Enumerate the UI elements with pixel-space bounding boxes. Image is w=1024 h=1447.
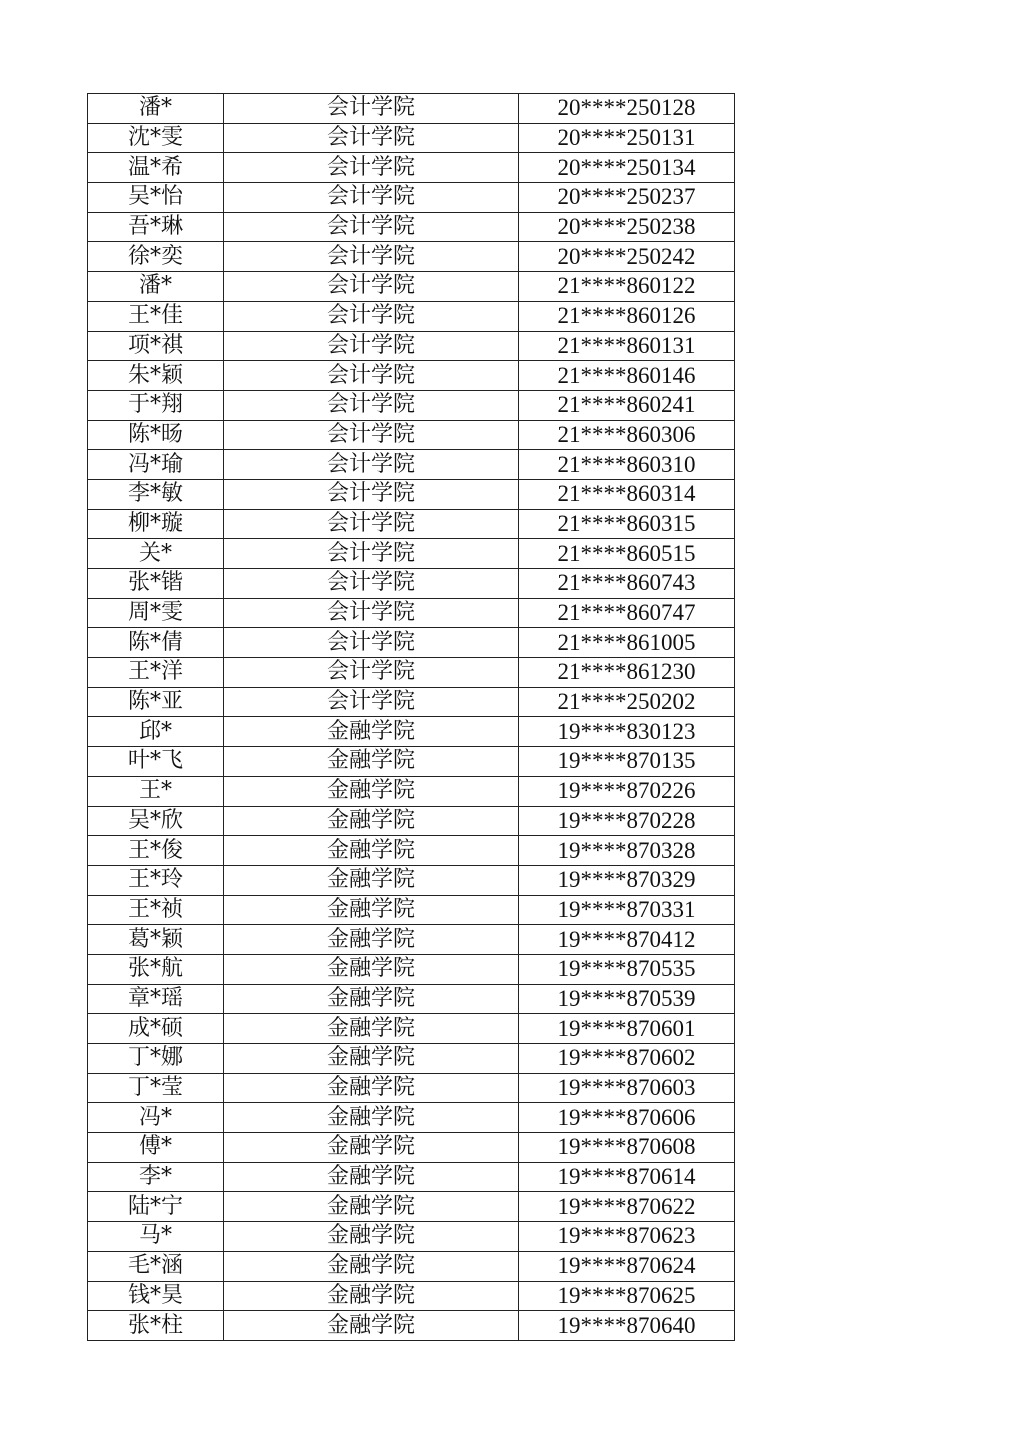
student-roster-table <box>87 93 735 1341</box>
student-id-cell: 19****870602 <box>519 1044 735 1074</box>
table-row <box>88 361 735 391</box>
table-row <box>88 776 735 806</box>
college-cell: 金融学院 <box>224 1133 519 1163</box>
student-name-cell: 王*祯 <box>88 895 224 925</box>
student-name-cell: 李* <box>88 1162 224 1192</box>
student-name-cell: 张*锴 <box>88 569 224 599</box>
college-cell: 会计学院 <box>224 183 519 213</box>
student-id-cell: 21****860515 <box>519 539 735 569</box>
college-cell: 会计学院 <box>224 301 519 331</box>
student-id-cell: 19****870603 <box>519 1073 735 1103</box>
student-id-cell: 21****861005 <box>519 628 735 658</box>
student-name-cell: 王* <box>88 776 224 806</box>
student-id-cell: 19****870228 <box>519 806 735 836</box>
student-id-cell: 21****860146 <box>519 361 735 391</box>
table-row <box>88 628 735 658</box>
college-cell: 会计学院 <box>224 539 519 569</box>
table-row <box>88 479 735 509</box>
student-name-cell: 马* <box>88 1222 224 1252</box>
student-name-cell: 成*硕 <box>88 1014 224 1044</box>
table-row <box>88 569 735 599</box>
student-id-cell: 21****860131 <box>519 331 735 361</box>
student-name-cell: 王*俊 <box>88 836 224 866</box>
table-row <box>88 94 735 124</box>
college-cell: 会计学院 <box>224 390 519 420</box>
college-cell: 会计学院 <box>224 153 519 183</box>
college-cell: 金融学院 <box>224 836 519 866</box>
table-row <box>88 450 735 480</box>
student-name-cell: 丁*娜 <box>88 1044 224 1074</box>
student-name-cell: 王*洋 <box>88 658 224 688</box>
student-id-cell: 20****250128 <box>519 94 735 124</box>
student-id-cell: 21****860747 <box>519 598 735 628</box>
student-name-cell: 徐*奕 <box>88 242 224 272</box>
table-row <box>88 747 735 777</box>
college-cell: 金融学院 <box>224 865 519 895</box>
college-cell: 会计学院 <box>224 420 519 450</box>
college-cell: 金融学院 <box>224 1162 519 1192</box>
student-name-cell: 葛*颖 <box>88 925 224 955</box>
college-cell: 金融学院 <box>224 984 519 1014</box>
student-id-cell: 20****250237 <box>519 183 735 213</box>
student-id-cell: 21****860126 <box>519 301 735 331</box>
student-id-cell: 19****830123 <box>519 717 735 747</box>
college-cell: 金融学院 <box>224 925 519 955</box>
college-cell: 金融学院 <box>224 1103 519 1133</box>
student-name-cell: 沈*雯 <box>88 123 224 153</box>
table-row <box>88 1073 735 1103</box>
college-cell: 金融学院 <box>224 1192 519 1222</box>
college-cell: 会计学院 <box>224 272 519 302</box>
student-id-cell: 19****870622 <box>519 1192 735 1222</box>
table-row <box>88 1281 735 1311</box>
table-row <box>88 183 735 213</box>
college-cell: 金融学院 <box>224 1222 519 1252</box>
college-cell: 会计学院 <box>224 687 519 717</box>
table-row <box>88 658 735 688</box>
table-row <box>88 1192 735 1222</box>
table-row <box>88 836 735 866</box>
college-cell: 金融学院 <box>224 1251 519 1281</box>
table-row <box>88 1251 735 1281</box>
college-cell: 金融学院 <box>224 717 519 747</box>
student-name-cell: 王*佳 <box>88 301 224 331</box>
student-id-cell: 19****870412 <box>519 925 735 955</box>
table-row <box>88 1311 735 1341</box>
student-id-cell: 19****870226 <box>519 776 735 806</box>
student-name-cell: 王*玲 <box>88 865 224 895</box>
student-name-cell: 吾*琳 <box>88 212 224 242</box>
student-name-cell: 周*雯 <box>88 598 224 628</box>
college-cell: 金融学院 <box>224 776 519 806</box>
table-row <box>88 272 735 302</box>
student-id-cell: 21****860241 <box>519 390 735 420</box>
student-name-cell: 潘* <box>88 94 224 124</box>
table-row <box>88 212 735 242</box>
table-row <box>88 1044 735 1074</box>
student-id-cell: 19****870601 <box>519 1014 735 1044</box>
college-cell: 金融学院 <box>224 895 519 925</box>
student-name-cell: 陈*倩 <box>88 628 224 658</box>
college-cell: 会计学院 <box>224 509 519 539</box>
college-cell: 会计学院 <box>224 361 519 391</box>
college-cell: 金融学院 <box>224 954 519 984</box>
table-row <box>88 1014 735 1044</box>
student-id-cell: 21****861230 <box>519 658 735 688</box>
student-id-cell: 19****870608 <box>519 1133 735 1163</box>
table-row <box>88 153 735 183</box>
student-id-cell: 20****250134 <box>519 153 735 183</box>
table-row <box>88 1222 735 1252</box>
student-name-cell: 钱*昊 <box>88 1281 224 1311</box>
student-name-cell: 张*柱 <box>88 1311 224 1341</box>
student-name-cell: 于*翔 <box>88 390 224 420</box>
student-name-cell: 陈*亚 <box>88 687 224 717</box>
student-id-cell: 19****870623 <box>519 1222 735 1252</box>
student-name-cell: 冯*瑜 <box>88 450 224 480</box>
student-id-cell: 21****860310 <box>519 450 735 480</box>
table-row <box>88 687 735 717</box>
student-id-cell: 21****860743 <box>519 569 735 599</box>
student-id-cell: 19****870329 <box>519 865 735 895</box>
college-cell: 会计学院 <box>224 123 519 153</box>
student-id-cell: 21****860122 <box>519 272 735 302</box>
college-cell: 金融学院 <box>224 1311 519 1341</box>
student-name-cell: 陈*旸 <box>88 420 224 450</box>
student-name-cell: 朱*颖 <box>88 361 224 391</box>
college-cell: 金融学院 <box>224 1073 519 1103</box>
college-cell: 会计学院 <box>224 628 519 658</box>
college-cell: 会计学院 <box>224 658 519 688</box>
college-cell: 会计学院 <box>224 331 519 361</box>
student-id-cell: 20****250238 <box>519 212 735 242</box>
college-cell: 金融学院 <box>224 1281 519 1311</box>
student-id-cell: 19****870135 <box>519 747 735 777</box>
table-row <box>88 895 735 925</box>
student-name-cell: 邱* <box>88 717 224 747</box>
student-id-cell: 19****870625 <box>519 1281 735 1311</box>
table-row <box>88 1103 735 1133</box>
table-row <box>88 925 735 955</box>
student-id-cell: 20****250131 <box>519 123 735 153</box>
table-row <box>88 420 735 450</box>
student-id-cell: 21****860315 <box>519 509 735 539</box>
table-row <box>88 390 735 420</box>
student-name-cell: 陆*宁 <box>88 1192 224 1222</box>
student-roster-body <box>88 94 735 1341</box>
table-row <box>88 1162 735 1192</box>
table-row <box>88 1133 735 1163</box>
student-name-cell: 项*祺 <box>88 331 224 361</box>
college-cell: 金融学院 <box>224 1044 519 1074</box>
college-cell: 金融学院 <box>224 1014 519 1044</box>
college-cell: 会计学院 <box>224 479 519 509</box>
student-name-cell: 冯* <box>88 1103 224 1133</box>
table-row <box>88 865 735 895</box>
student-name-cell: 关* <box>88 539 224 569</box>
college-cell: 会计学院 <box>224 598 519 628</box>
student-name-cell: 傅* <box>88 1133 224 1163</box>
student-name-cell: 李*敏 <box>88 479 224 509</box>
student-id-cell: 19****870535 <box>519 954 735 984</box>
college-cell: 会计学院 <box>224 242 519 272</box>
table-row <box>88 954 735 984</box>
table-row <box>88 539 735 569</box>
student-id-cell: 21****860314 <box>519 479 735 509</box>
table-row <box>88 806 735 836</box>
student-id-cell: 19****870539 <box>519 984 735 1014</box>
table-row <box>88 331 735 361</box>
college-cell: 会计学院 <box>224 94 519 124</box>
student-id-cell: 19****870640 <box>519 1311 735 1341</box>
student-id-cell: 19****870331 <box>519 895 735 925</box>
student-name-cell: 毛*涵 <box>88 1251 224 1281</box>
college-cell: 会计学院 <box>224 569 519 599</box>
student-name-cell: 吴*欣 <box>88 806 224 836</box>
student-id-cell: 19****870328 <box>519 836 735 866</box>
student-name-cell: 温*希 <box>88 153 224 183</box>
student-name-cell: 丁*莹 <box>88 1073 224 1103</box>
college-cell: 金融学院 <box>224 747 519 777</box>
table-row <box>88 509 735 539</box>
table-row <box>88 717 735 747</box>
table-row <box>88 123 735 153</box>
table-row <box>88 301 735 331</box>
table-row <box>88 242 735 272</box>
table-row <box>88 598 735 628</box>
student-id-cell: 20****250242 <box>519 242 735 272</box>
student-name-cell: 张*航 <box>88 954 224 984</box>
student-name-cell: 叶*飞 <box>88 747 224 777</box>
student-id-cell: 19****870624 <box>519 1251 735 1281</box>
student-id-cell: 19****870614 <box>519 1162 735 1192</box>
student-name-cell: 柳*璇 <box>88 509 224 539</box>
college-cell: 会计学院 <box>224 212 519 242</box>
college-cell: 会计学院 <box>224 450 519 480</box>
student-id-cell: 21****860306 <box>519 420 735 450</box>
college-cell: 金融学院 <box>224 806 519 836</box>
student-id-cell: 21****250202 <box>519 687 735 717</box>
student-name-cell: 潘* <box>88 272 224 302</box>
student-name-cell: 章*瑶 <box>88 984 224 1014</box>
student-id-cell: 19****870606 <box>519 1103 735 1133</box>
table-row <box>88 984 735 1014</box>
student-name-cell: 吴*怡 <box>88 183 224 213</box>
